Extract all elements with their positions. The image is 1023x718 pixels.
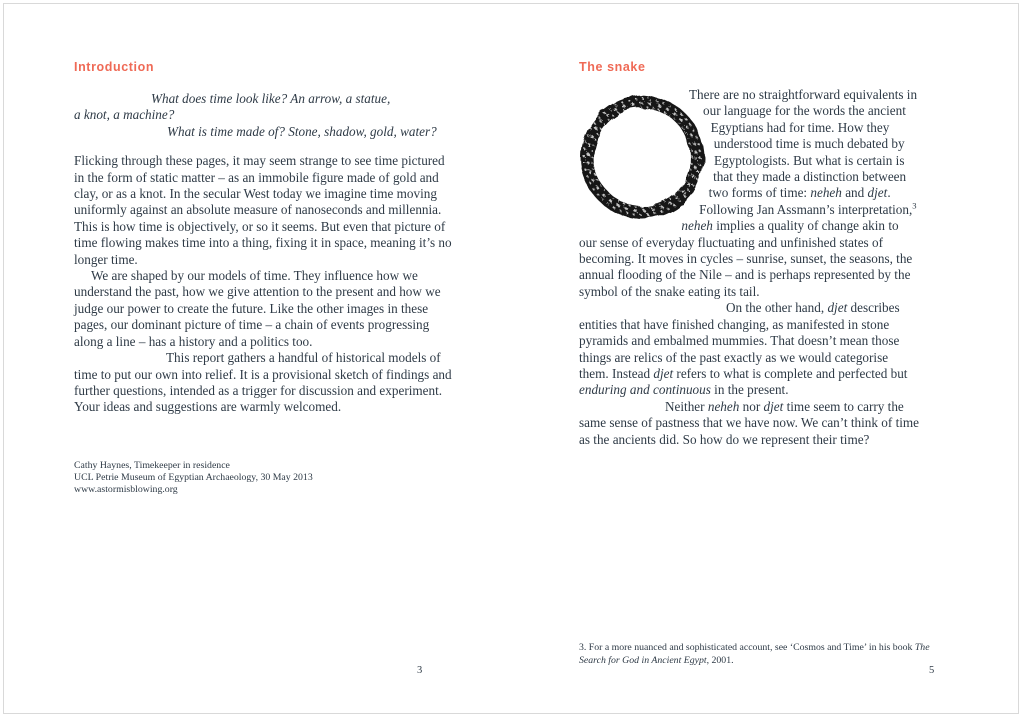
epigraph — [74, 91, 452, 140]
footnote: 3. For a more nuanced and sophisticated account, see ‘Cosmos and Time’ in his book The Search for God in Ancient Egypt, 2001. — [579, 642, 930, 666]
signature-line: UCL Petrie Museum of Egyptian Archaeology, 30 May 2013 — [74, 472, 313, 484]
book-spread — [3, 3, 1019, 714]
ouroboros-snake-image — [579, 85, 709, 225]
right-page-heading: The snake — [579, 60, 646, 74]
paragraph: We are shaped by our models of time. They influence how we understand the past, how we give attention to the present and how we judge our power to create the future. Like the other images in these pages, our dominant picture of time – a chain of events progressing along a line – has a history and a politics too. — [74, 268, 441, 349]
paragraph: This report gathers a handful of historical models of time to put our own into relief. It is a provisional sketch of findings and further questions, intended as a trigger for discussion and experiment. Your ideas and suggestions are warmly welcomed. — [74, 350, 452, 415]
epigraph-line: a knot, a machine? — [74, 107, 175, 123]
page-number-right: 5 — [929, 665, 935, 676]
left-page-heading: Introduction — [74, 60, 155, 74]
author-signature-block — [74, 460, 313, 497]
paragraph: Neither neheh nor djet time seem to carry the same sense of pastness that we have now. We can’t think of time as the ancients did. So how do we represent their time? — [579, 398, 920, 447]
right-page-column — [579, 60, 919, 448]
ouroboros-snake-drawing — [579, 85, 709, 225]
left-page-column — [74, 60, 452, 416]
signature-line: Cathy Haynes, Timekeeper in residence — [74, 460, 230, 471]
snake-body — [579, 87, 919, 448]
introduction-body — [74, 153, 452, 416]
epigraph-line: What is time made of? Stone, shadow, gold, water? — [167, 123, 437, 139]
page-number-left: 3 — [417, 665, 423, 676]
paragraph: On the other hand, djet describes entities that have finished changing, as manifested in stone pyramids and embalmed mummies. That doesn’t mean those things are relics of the past exactly as we would categorise them. Instead djet refers to what is complete and perfected but enduring and continuous in the present. — [579, 300, 908, 398]
epigraph-line: What does time look like? An arrow, a statue, — [151, 91, 391, 106]
signature-line-url: www.astormisblowing.org — [74, 484, 178, 496]
paragraph: There are no straightforward equivalents in our language for the words the ancient Egyptians had for time. How they understood time is much debated by Egyptologists. But what is certain is that they made a distinction between two forms of time: neheh and djet. Following Jan Assmann’s interpretation,$^3$ neheh implies a quality of change akin to our sense of everyday fluctuating and unfinished states of becoming. It moves in cycles – sunrise, sunset, the seasons, the annual flooding of the Nile – and is perhaps represented by the symbol of the snake eating its tail. — [579, 87, 918, 299]
paragraph: Flicking through these pages, it may seem strange to see time pictured in the form of static matter – as an immobile figure made of gold and clay, or as a knot. In the secular West today we imagine time moving uniformly against an absolute measure of nanoseconds and millennia. This is how time is objectively, or so it seems. But even that picture of time flowing makes time into a thing, fixing it in space, meaning it’s no longer time. — [74, 153, 452, 267]
